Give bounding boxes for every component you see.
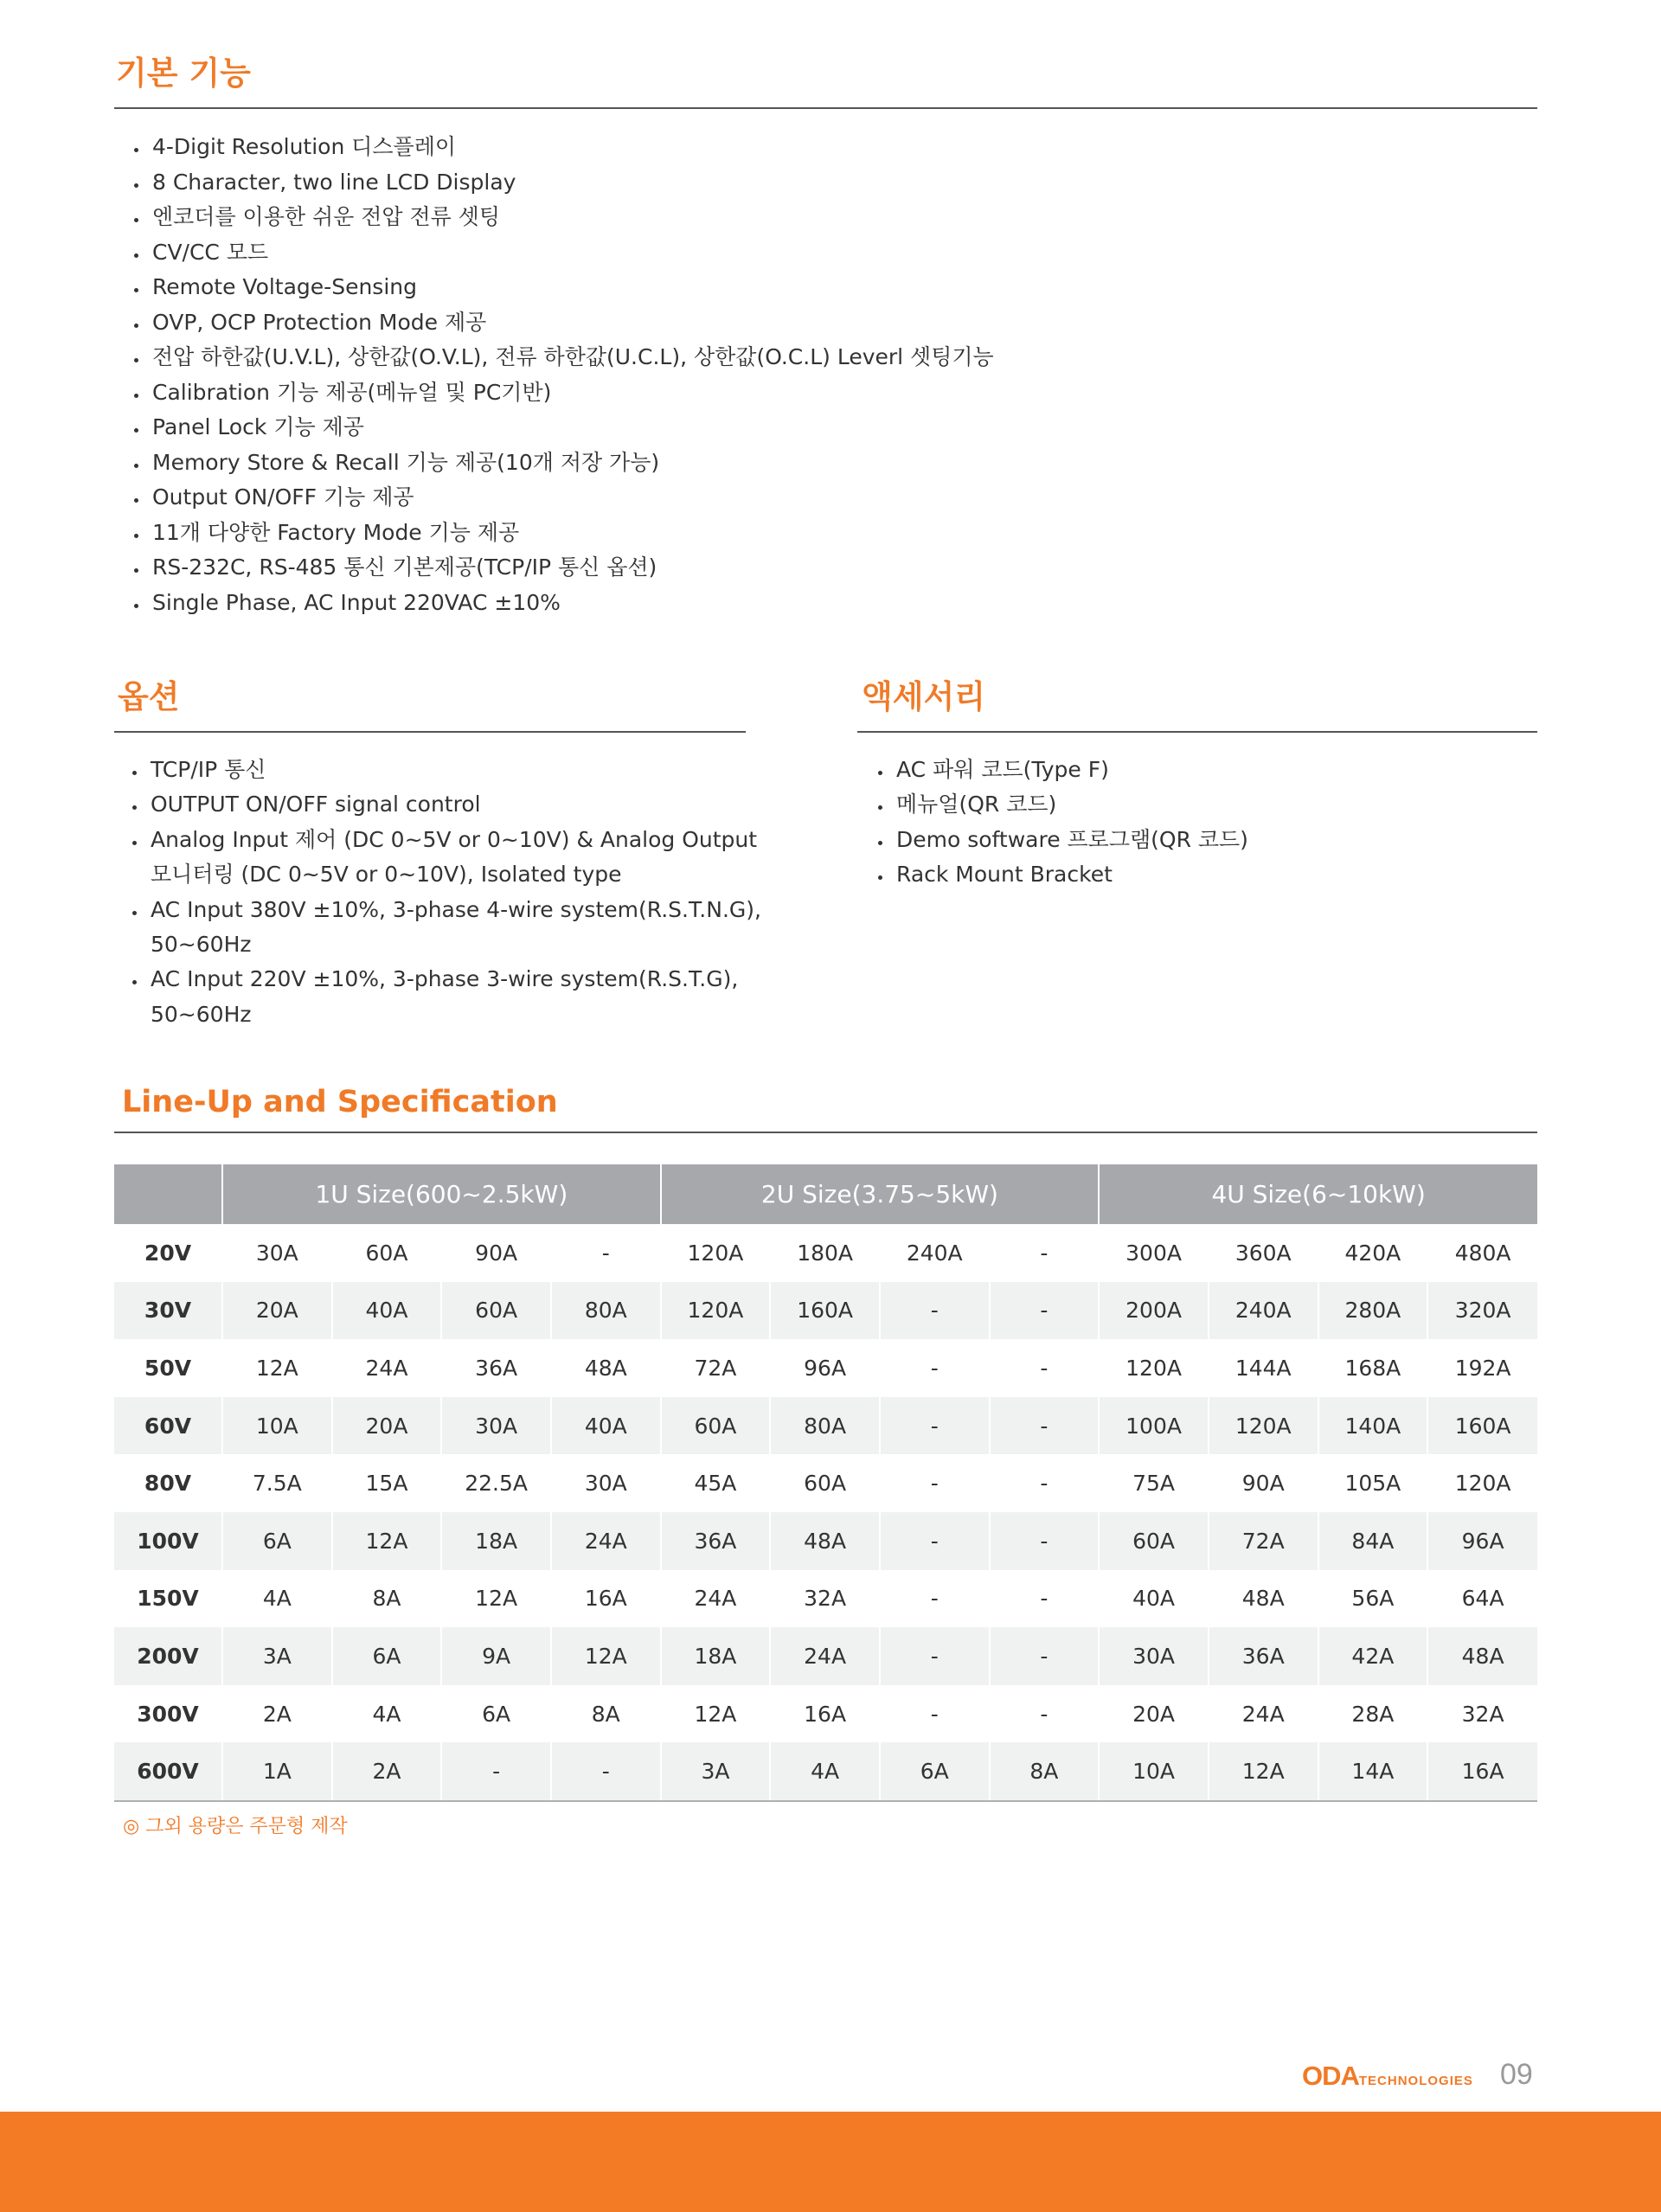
current-cell: 8A (990, 1742, 1100, 1801)
current-cell: 28A (1318, 1685, 1428, 1743)
current-cell: 48A (551, 1339, 661, 1397)
current-cell: - (880, 1282, 990, 1340)
current-cell: 280A (1318, 1282, 1428, 1340)
current-cell: 18A (441, 1512, 551, 1570)
features-item: • Remote Voltage-Sensing (149, 270, 994, 305)
options-item: • Analog Input 제어 (DC 0~5V or 0~10V) & Analog Output 모니터링 (DC 0~5V or 0~10V), Isolated type (147, 823, 783, 893)
current-cell: 30A (551, 1454, 661, 1512)
options-title: 옵션 (118, 678, 180, 715)
features-item: • Single Phase, AC Input 220VAC ±10% (149, 586, 994, 621)
current-cell: 4A (332, 1685, 442, 1743)
current-cell: 12A (551, 1627, 661, 1685)
features-item: • Output ON/OFF 기능 제공 (149, 480, 994, 516)
current-cell: 48A (1209, 1570, 1318, 1628)
current-cell: 75A (1099, 1454, 1209, 1512)
voltage-cell: 50V (144, 1355, 192, 1381)
current-cell: 24A (661, 1570, 771, 1628)
current-cell: - (880, 1339, 990, 1397)
current-cell: - (551, 1224, 661, 1282)
current-cell: 160A (1427, 1397, 1537, 1455)
current-cell: 20A (222, 1282, 332, 1340)
voltage-cell: 600V (114, 1742, 222, 1801)
current-cell: - (990, 1339, 1100, 1397)
features-title: 기본 기능 (116, 54, 251, 92)
current-cell: 120A (661, 1282, 771, 1340)
current-cell: 200A (1099, 1282, 1209, 1340)
table-row (114, 1224, 1537, 1282)
current-cell: 56A (1318, 1570, 1428, 1628)
features-item: • Panel Lock 기능 제공 (149, 410, 994, 446)
current-cell: 96A (770, 1339, 880, 1397)
lineup-title: Line-Up and Specification (122, 1085, 558, 1119)
current-cell: 100A (1099, 1397, 1209, 1455)
current-cell: 60A (661, 1397, 771, 1455)
current-cell: 36A (661, 1512, 771, 1570)
logo-sub: TECHNOLOGIES (1358, 2074, 1473, 2088)
current-cell: - (990, 1454, 1100, 1512)
voltage-cell: 100V (114, 1512, 222, 1570)
features-item: • OVP, OCP Protection Mode 제공 (149, 305, 994, 341)
voltage-cell: 60V (114, 1397, 222, 1455)
current-cell: 72A (661, 1339, 771, 1397)
table-row (114, 1397, 1537, 1455)
current-cell: 6A (332, 1627, 442, 1685)
spec-header-corner (114, 1164, 222, 1224)
current-cell: 45A (661, 1454, 771, 1512)
current-cell: 240A (1209, 1282, 1318, 1340)
current-cell: 2A (222, 1685, 332, 1743)
current-cell: 12A (1209, 1742, 1318, 1801)
current-cell: 12A (441, 1570, 551, 1628)
current-cell: 120A (1099, 1339, 1209, 1397)
current-cell: 42A (1318, 1627, 1428, 1685)
current-cell: 24A (770, 1627, 880, 1685)
features-item: • 전압 하한값(U.V.L), 상한값(O.V.L), 전류 하한값(U.C.L), 상한값(O.C.L) Leverl 셋팅기능 (149, 340, 994, 375)
spec-table (114, 1164, 1537, 1802)
current-cell: 168A (1318, 1339, 1428, 1397)
current-cell: 6A (222, 1512, 332, 1570)
accessories-item: • AC 파워 코드(Type F) (893, 753, 1248, 787)
current-cell: 24A (332, 1339, 442, 1397)
spec-group-1u: 1U Size(600~2.5kW) (222, 1164, 661, 1224)
current-cell: 4A (770, 1742, 880, 1801)
current-cell: 120A (1427, 1454, 1537, 1512)
current-cell: 90A (1209, 1454, 1318, 1512)
voltage-cell: 200V (114, 1627, 222, 1685)
options-item: • AC Input 220V ±10%, 3-phase 3-wire system(R.S.T.G), 50~60Hz (147, 962, 783, 1032)
spec-group-4u: 4U Size(6~10kW) (1099, 1164, 1537, 1224)
current-cell: - (880, 1570, 990, 1628)
accessories-item: • 메뉴얼(QR 코드) (893, 787, 1248, 822)
logo-mark: ODA (1302, 2061, 1359, 2091)
footer-band (0, 2112, 1661, 2212)
current-cell: - (880, 1454, 990, 1512)
current-cell: 24A (1209, 1685, 1318, 1743)
lineup-divider (114, 1132, 1537, 1133)
accessories-item: • Demo software 프로그램(QR 코드) (893, 823, 1248, 857)
current-cell: - (990, 1397, 1100, 1455)
current-cell: 4A (222, 1570, 332, 1628)
table-row (114, 1685, 1537, 1743)
current-cell: 32A (1427, 1685, 1537, 1743)
accessories-divider (857, 731, 1537, 733)
table-row (114, 1512, 1537, 1570)
table-row (114, 1454, 1537, 1512)
current-cell: 12A (332, 1512, 442, 1570)
options-list (114, 753, 783, 1032)
current-cell: 120A (661, 1224, 771, 1282)
current-cell: 72A (1209, 1512, 1318, 1570)
current-cell: 40A (1099, 1570, 1209, 1628)
current-cell: 90A (441, 1224, 551, 1282)
current-cell: 32A (770, 1570, 880, 1628)
page-number: 09 (1500, 2058, 1533, 2091)
options-divider (114, 731, 746, 733)
current-cell: 36A (441, 1339, 551, 1397)
accessories-title: 액세서리 (862, 678, 985, 715)
current-cell: 9A (441, 1627, 551, 1685)
spec-header-row (114, 1164, 1537, 1224)
current-cell: 1A (222, 1742, 332, 1801)
features-item: • 8 Character, two line LCD Display (149, 165, 994, 201)
features-item: • 11개 다양한 Factory Mode 기능 제공 (149, 516, 994, 551)
current-cell: 22.5A (441, 1454, 551, 1512)
current-cell: - (990, 1224, 1100, 1282)
table-row (114, 1570, 1537, 1628)
current-cell: 36A (1209, 1627, 1318, 1685)
current-cell: 6A (880, 1742, 990, 1801)
current-cell: 18A (661, 1627, 771, 1685)
current-cell: 48A (1427, 1627, 1537, 1685)
current-cell: - (990, 1282, 1100, 1340)
current-cell: - (990, 1512, 1100, 1570)
current-cell: - (551, 1742, 661, 1801)
current-cell: 3A (661, 1742, 771, 1801)
features-item: • Calibration 기능 제공(메뉴얼 및 PC기반) (149, 375, 994, 411)
current-cell: 360A (1209, 1224, 1318, 1282)
current-cell: 60A (1099, 1512, 1209, 1570)
features-item: • 엔코더를 이용한 쉬운 전압 전류 셋팅 (149, 200, 994, 235)
current-cell: 16A (551, 1570, 661, 1628)
current-cell: 10A (1099, 1742, 1209, 1801)
current-cell: 80A (551, 1282, 661, 1340)
current-cell: 64A (1427, 1570, 1537, 1628)
current-cell: 60A (770, 1454, 880, 1512)
options-item: • TCP/IP 통신 (147, 753, 783, 787)
current-cell: 60A (441, 1282, 551, 1340)
current-cell: 16A (770, 1685, 880, 1743)
custom-order-note: ◎ 그외 용량은 주문형 제작 (123, 1816, 348, 1837)
current-cell: 2A (332, 1742, 442, 1801)
features-list (116, 130, 994, 620)
features-divider (114, 107, 1537, 109)
current-cell: 3A (222, 1627, 332, 1685)
current-cell: 40A (332, 1282, 442, 1340)
current-cell: 80A (770, 1397, 880, 1455)
current-cell: 16A (1427, 1742, 1537, 1801)
table-row (114, 1282, 1537, 1340)
current-cell: 15A (332, 1454, 442, 1512)
current-cell: 10A (222, 1397, 332, 1455)
current-cell: 420A (1318, 1224, 1428, 1282)
table-row (114, 1339, 1537, 1397)
features-item: • RS-232C, RS-485 통신 기본제공(TCP/IP 통신 옵션) (149, 550, 994, 586)
current-cell: 12A (222, 1339, 332, 1397)
current-cell: 7.5A (222, 1454, 332, 1512)
current-cell: 30A (1099, 1627, 1209, 1685)
accessories-list (860, 753, 1248, 893)
current-cell: - (880, 1627, 990, 1685)
options-item: • AC Input 380V ±10%, 3-phase 4-wire system(R.S.T.N.G), 50~60Hz (147, 893, 783, 963)
current-cell: - (990, 1685, 1100, 1743)
current-cell: 20A (1099, 1685, 1209, 1743)
current-cell: 8A (332, 1570, 442, 1628)
current-cell: - (880, 1685, 990, 1743)
voltage-cell: 30V (114, 1282, 222, 1340)
current-cell: 240A (880, 1224, 990, 1282)
features-item: • CV/CC 모드 (149, 235, 994, 271)
current-cell: 40A (551, 1397, 661, 1455)
current-cell: 6A (441, 1685, 551, 1743)
current-cell: 320A (1427, 1282, 1537, 1340)
spec-group-2u: 2U Size(3.75~5kW) (661, 1164, 1100, 1224)
options-item: • OUTPUT ON/OFF signal control (147, 787, 783, 822)
voltage-cell: 80V (144, 1471, 192, 1497)
current-cell: 120A (1209, 1397, 1318, 1455)
current-cell: 48A (770, 1512, 880, 1570)
table-row (114, 1627, 1537, 1685)
current-cell: - (441, 1742, 551, 1801)
current-cell: 24A (551, 1512, 661, 1570)
current-cell: 144A (1209, 1339, 1318, 1397)
current-cell: 20A (332, 1397, 442, 1455)
current-cell: 300A (1099, 1224, 1209, 1282)
current-cell: 84A (1318, 1512, 1428, 1570)
voltage-cell: 20V (144, 1240, 192, 1266)
current-cell: 14A (1318, 1742, 1428, 1801)
table-row (114, 1742, 1537, 1801)
features-item: • 4-Digit Resolution 디스플레이 (149, 130, 994, 165)
current-cell: 480A (1427, 1224, 1537, 1282)
current-cell: - (880, 1397, 990, 1455)
current-cell: - (880, 1512, 990, 1570)
current-cell: - (990, 1627, 1100, 1685)
current-cell: 96A (1427, 1512, 1537, 1570)
oda-logo (1302, 2061, 1473, 2092)
current-cell: 30A (441, 1397, 551, 1455)
current-cell: 140A (1318, 1397, 1428, 1455)
current-cell: 60A (332, 1224, 442, 1282)
current-cell: 192A (1427, 1339, 1537, 1397)
features-item: • Memory Store & Recall 기능 제공(10개 저장 가능) (149, 446, 994, 481)
voltage-cell: 300V (137, 1701, 199, 1727)
current-cell: 105A (1318, 1454, 1428, 1512)
current-cell: 160A (770, 1282, 880, 1340)
current-cell: 12A (661, 1685, 771, 1743)
accessories-item: • Rack Mount Bracket (893, 857, 1248, 892)
current-cell: 30A (222, 1224, 332, 1282)
current-cell: - (990, 1570, 1100, 1628)
voltage-cell: 150V (137, 1586, 199, 1612)
current-cell: 8A (551, 1685, 661, 1743)
current-cell: 180A (770, 1224, 880, 1282)
